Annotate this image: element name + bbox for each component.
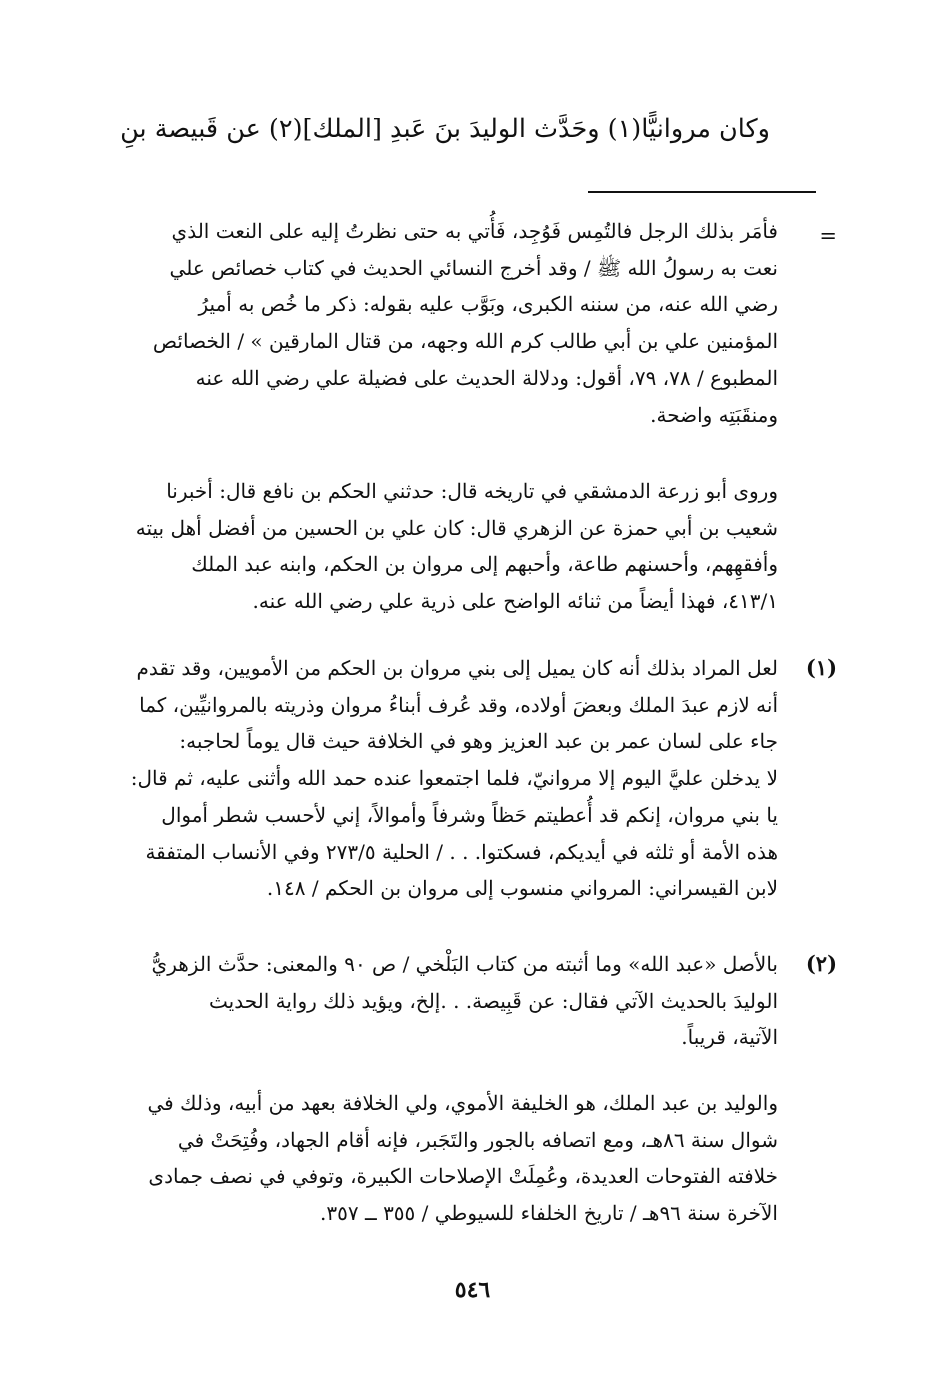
footnote-line: رضي الله عنه، من سننه الكبرى، وبَوَّب عليه بقوله: ذكر ما خُص به أميرُ: [198, 292, 778, 317]
footnote-line: ٤١٣/١، فهذا أيضاً من ثنائه الواضح على ذرية علي رضي الله عنه.: [252, 589, 778, 614]
footnote-line: هذه الأمة أو ثلثه في أيديكم، فسكتوا. . . / الحلية ٢٧٣/٥ وفي الأنساب المتفقة: [145, 839, 778, 864]
footnote-line: بالأصل «عبد الله» وما أثبته من كتاب البَلْخي / ص ٩٠ والمعنى: حدَّث الزهريُّ: [151, 952, 778, 976]
footnote-line: نعت به رسولُ الله ﷺ / وقد أخرج النسائي الحديث في كتاب خصائص علي: [169, 255, 778, 280]
footnote-line: شعيب بن أبي حمزة عن الزهري قال: كان علي بن الحسين من أفضل أهل بيته: [135, 515, 778, 540]
footnote-line: المؤمنين علي بن أبي طالب كرم الله وجهه، من قتال المارقين » / الخصائص: [152, 329, 778, 354]
footnote-2-marker: (٢): [805, 951, 837, 976]
continuation-marker: =: [819, 224, 837, 248]
abu-zura-paragraph: [122, 473, 778, 620]
footnote-line: لا يدخلن عليَّ اليوم إلا مروانيّ، فلما اجتمعوا عنده حمد الله وأثنى عليه، ثم قال:: [130, 766, 778, 791]
continued-footnote: [122, 213, 778, 433]
footnote-line: ومنقَبَتِه واضحة.: [650, 402, 778, 427]
footnote-line: الوليدَ بالحديث الآتي فقال: عن قَبِيصة. . .إلخ، ويؤيد ذلك رواية الحديث: [209, 988, 778, 1013]
footnote-line: والوليد بن عبد الملك، هو الخليفة الأموي، ولي الخلافة بعهد من أبيه، وذلك في: [147, 1091, 778, 1115]
footnote-separator: [588, 191, 816, 193]
footnote-line: وروى أبو زرعة الدمشقي في تاريخه قال: حدثني الحكم بن نافع قال: أخبرنا: [166, 479, 778, 503]
footnote-line: الآخرة سنة ٩٦هـ / تاريخ الخلفاء للسيوطي / ٣٥٥ ــ ٣٥٧.: [320, 1201, 778, 1226]
footnote-line: المطبوع / ٧٨، ٧٩، أقول: ودلالة الحديث على فضيلة علي رضي الله عنه: [195, 365, 778, 390]
footnote-line: وأفقهِهم، وأحسنهم طاعة، وأحبهم إلى مروان بن الحكم، وابنه عبد الملك: [191, 552, 778, 577]
footnote-line: يا بني مروان، إنكم قد أُعطيتم حَظاً وشرفاً وأموالاً، إني لأحسب شطر أموال: [161, 802, 778, 827]
footnote-line: شوال سنة ٨٦هـ، ومع اتصافه بالجور والتَجَبر، فإنه أقام الجهاد، وفُتِحَتْ في: [177, 1127, 778, 1152]
walid-paragraph: [122, 1085, 778, 1232]
page-number: ٥٤٦: [454, 1277, 491, 1303]
footnote-1: [122, 650, 778, 907]
footnote-line: لعل المراد بذلك أنه كان يميل إلى بني مروان بن الحكم من الأمويين، وقد تقدم: [136, 656, 778, 680]
footnote-1-marker: (١): [805, 655, 837, 680]
footnote-2: [122, 946, 778, 1056]
footnote-line: أنه لازم عبدَ الملك وبعضَ أولاده، وقد عُرف أبناءُ مروان وذريته بالمروانيِّين، كما: [139, 692, 778, 717]
footnote-line: لابن القيسراني: المرواني منسوب إلى مروان بن الحكم / ١٤٨.: [266, 876, 778, 901]
footnote-line: فأمَر بذلك الرجل فالتُمِس فَوُجِد، فَأُتي به حتى نظرتُ إليه على النعت الذي: [171, 219, 778, 243]
footnote-line: جاء على لسان عمر بن عبد العزيز وهو في الخلافة حيث قال يوماً لحاجبه:: [179, 729, 778, 754]
main-text-line: وكان مروانيًّا(١) وحَدَّث الوليدَ بنَ عَبدِ [الملك](٢) عن قَبيصة بنِ: [120, 114, 770, 144]
footnote-line: خلافته الفتوحات العديدة، وعُمِلَتْ الإصلاحات الكبيرة، وتوفي في نصف جمادى: [148, 1164, 778, 1189]
footnote-line: الآتية، قريباً.: [681, 1025, 778, 1050]
